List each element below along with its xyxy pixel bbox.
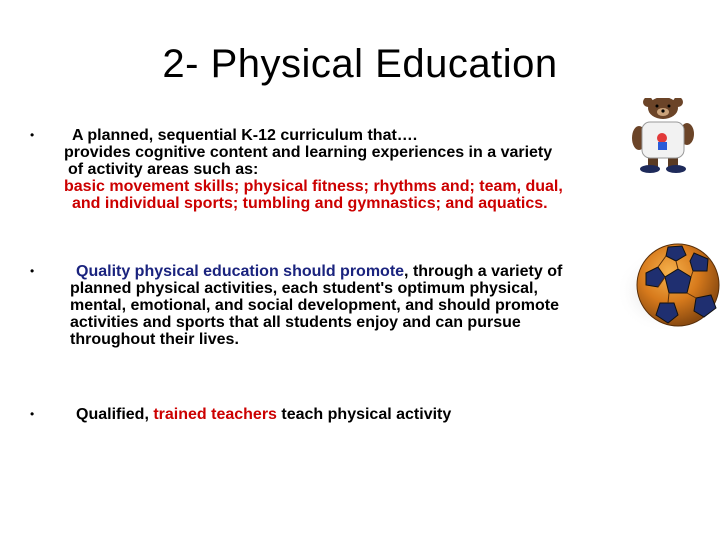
- bullet-2-line-3: mental, emotional, and social development, and should promote: [70, 297, 559, 314]
- slide-title: 2- Physical Education: [162, 42, 558, 86]
- bullet-2-lead-rest: , through a variety of: [404, 263, 563, 280]
- soccer-ball-clipart: [616, 243, 720, 333]
- bullet-3-highlight: trained teachers: [153, 406, 277, 423]
- bullet-marker: •: [30, 264, 35, 278]
- bullet-marker: •: [30, 128, 35, 142]
- bullet-1-line-4: basic movement skills; physical fitness; rhythms and; team, dual,: [64, 178, 563, 195]
- bullet-2-line-2: planned physical activities, each student's optimum physical,: [70, 280, 538, 297]
- bullet-3-suffix: teach physical activity: [276, 406, 452, 423]
- bullet-2-line-4: activities and sports that all students enjoy and can pursue: [70, 314, 521, 331]
- bullet-3: [76, 406, 451, 423]
- bullet-2-line-5: throughout their lives.: [70, 331, 239, 348]
- bullet-1-line-3: of activity areas such as:: [68, 161, 259, 178]
- bullet-3-line-1: [76, 406, 451, 423]
- bullet-1-line-2: provides cognitive content and learning experiences in a variety: [64, 144, 553, 161]
- bullet-1-line-5: and individual sports; tumbling and gymnastics; and aquatics.: [72, 195, 548, 212]
- cartoon-bear-clipart: [630, 98, 696, 174]
- bullet-3-prefix: Qualified,: [76, 406, 154, 423]
- bullet-2-highlight: Quality physical education should promote: [76, 263, 405, 280]
- bullet-marker: •: [30, 407, 35, 421]
- bullet-1: [64, 127, 563, 212]
- bullet-2-line-1: [76, 263, 562, 280]
- bullet-2: [70, 263, 562, 348]
- bullet-1-line-1: A planned, sequential K-12 curriculum that….: [72, 127, 418, 144]
